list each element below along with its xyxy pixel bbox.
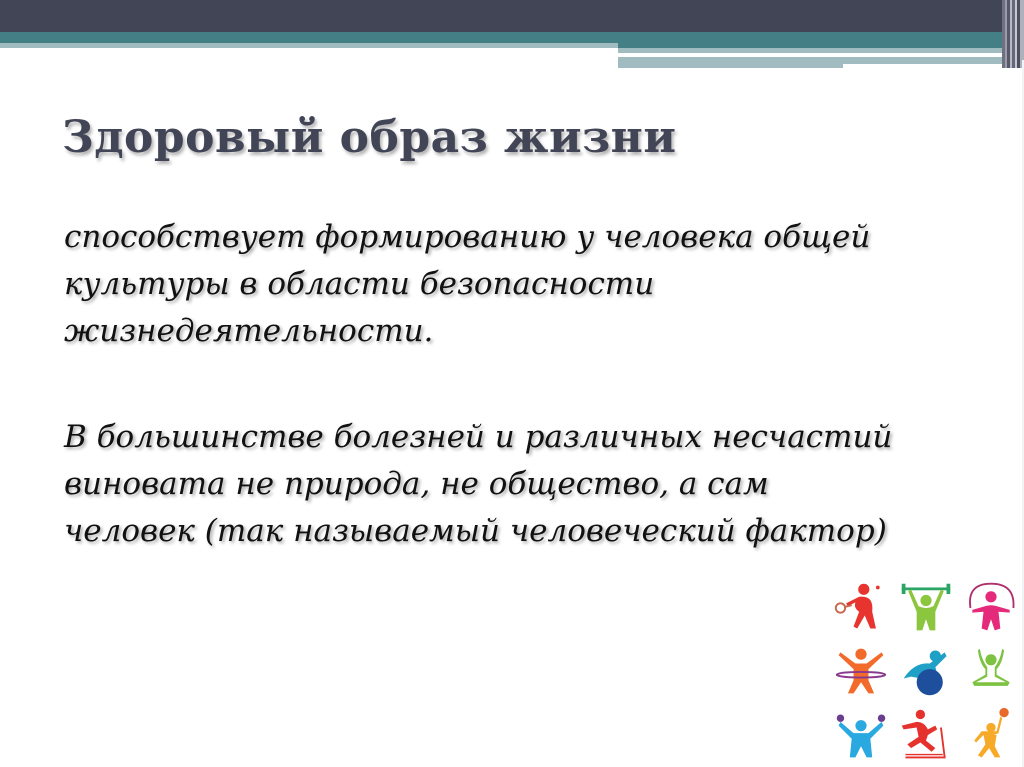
fitball-exercise-icon	[893, 640, 958, 704]
paragraph-1-line: культуры в области безопасности	[64, 266, 655, 302]
dumbbells-icon	[828, 703, 893, 767]
paragraph-1-line: способствует формированию у человека общей	[64, 219, 871, 255]
weightlifter-icon	[893, 576, 958, 640]
yoga-icon	[959, 640, 1024, 704]
sport-icons-grid	[828, 576, 1024, 767]
header-band-light	[618, 57, 1024, 64]
ball-player-icon	[959, 703, 1024, 767]
header-band-light	[0, 43, 618, 48]
header-band-gap	[843, 64, 1024, 68]
header-stripes	[1002, 0, 1024, 68]
header-band-light	[618, 64, 843, 68]
paragraph-1-line: жизнедеятельности.	[64, 313, 434, 349]
paragraph-2-line: виновата не природа, не общество, а сам	[64, 466, 769, 502]
paragraph-2-line: человек (так называемый человеческий фактор)	[64, 513, 887, 549]
slide-title: Здоровый образ жизни	[62, 112, 677, 163]
tennis-player-icon	[828, 576, 893, 640]
paragraph-2-line: В большинстве болезней и различных несчастий	[64, 419, 893, 455]
treadmill-runner-icon	[893, 703, 958, 767]
header-band-dark	[0, 0, 1024, 32]
paragraph-1	[64, 214, 1014, 355]
hula-hoop-icon	[828, 640, 893, 704]
paragraph-2	[64, 414, 1014, 555]
jump-rope-icon	[959, 576, 1024, 640]
